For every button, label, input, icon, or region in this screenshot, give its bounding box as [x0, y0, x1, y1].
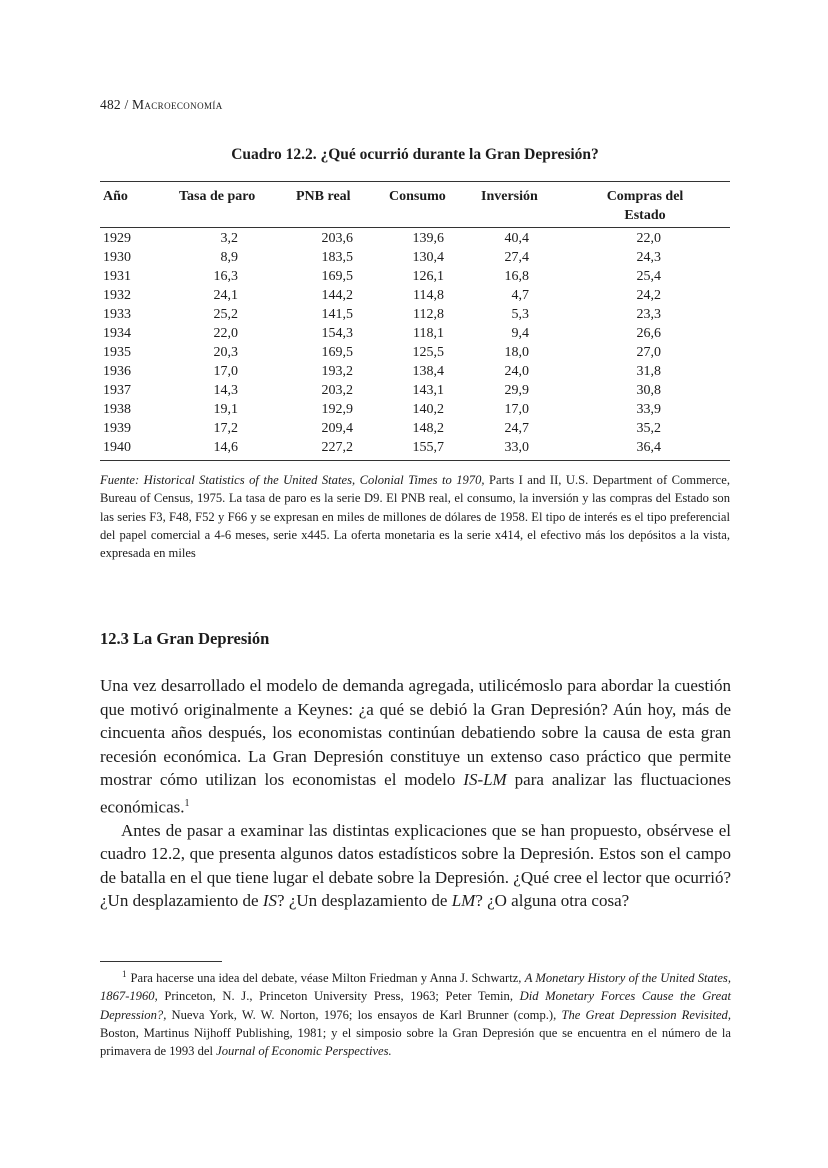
cell-gnp: 192,9: [321, 402, 353, 417]
cell-unemployment: 24,1: [213, 288, 238, 303]
source-text: Parts I and II, U.S. Department of Commerce, Bureau of Census, 1975. La tasa de paro es la serie D9. El PNB real, el consumo, la inversión y las compras del Estado son las series F3, F48, F52 y F66 y se expresan en miles de millones de dólares de 1958. El tipo de interés es el tipo preferencial del papel comercial a 4-6 meses, serie x445. La oferta monetaria es la serie x414, el efectivo más los depósitos a la vista, expresada en miles: [100, 473, 730, 561]
body-text: [100, 674, 731, 913]
cell-government: 24,2: [636, 288, 661, 303]
book-title: Macroeconomía: [131, 97, 223, 112]
footnote-title-2: Did Monetary Forces Cause the Great Depression?,: [100, 989, 731, 1022]
header-unemployment: Tasa de paro: [179, 189, 256, 204]
cell-investment: 5,3: [511, 307, 529, 322]
cell-government: 33,9: [636, 402, 661, 417]
cell-gnp: 193,2: [321, 364, 353, 379]
source-label: Fuente: Historical Statistics of the United States, Colonial Times to 1970,: [100, 473, 485, 487]
paragraph-2: [100, 819, 731, 913]
paragraph-1-text: Una vez desarrollado el modelo de demanda agregada, utilicémoslo para abordar la cuestión que motivó originalmente a Keynes: ¿a qué se debió la Gran Depresión? Aún hoy, más de cincuenta años después, los economistas continúan debatiendo sobre la causa de esta gran recesión económica. La Gran Depresión constituye un extenso caso práctico que permite mostrar cómo utilizan los economistas el modelo: [100, 676, 731, 789]
cell-unemployment: 16,3: [213, 269, 238, 284]
cell-gnp: 183,5: [321, 250, 353, 265]
header-gnp: PNB real: [296, 189, 351, 204]
cell-consumption: 112,8: [413, 307, 444, 322]
table-row: [0, 229, 828, 248]
footnote-text: Princeton, N. J., Princeton University Press, 1963; Peter Temin,: [157, 989, 520, 1004]
table-bottom-rule: [100, 460, 730, 461]
cell-investment: 27,4: [504, 250, 529, 265]
header-consumption: Consumo: [389, 189, 446, 204]
header-year: Año: [103, 189, 128, 204]
header-government-line1: Compras del: [606, 189, 684, 204]
table-body: [0, 229, 828, 457]
cell-gnp: 203,2: [321, 383, 353, 398]
paragraph-1-text-end: para analizar las fluctuaciones económicas.: [100, 770, 731, 817]
cell-unemployment: 8,9: [220, 250, 238, 265]
table-row: [0, 267, 828, 286]
table-top-rule: [100, 181, 730, 182]
cell-consumption: 114,8: [413, 288, 444, 303]
footnote-reference: 1: [184, 797, 190, 809]
cell-investment: 17,0: [504, 402, 529, 417]
cell-government: 23,3: [636, 307, 661, 322]
cell-gnp: 203,6: [321, 231, 353, 246]
cell-year: 1933: [103, 307, 131, 322]
footnote: [100, 965, 731, 1061]
table-row: [0, 248, 828, 267]
page-number: 482: [100, 97, 121, 112]
cell-government: 25,4: [636, 269, 661, 284]
cell-consumption: 140,2: [412, 402, 444, 417]
table-row: [0, 419, 828, 438]
cell-investment: 4,7: [511, 288, 529, 303]
cell-year: 1935: [103, 345, 131, 360]
cell-consumption: 125,5: [412, 345, 444, 360]
footnote-number: 1: [122, 969, 127, 979]
cell-government: 26,6: [636, 326, 661, 341]
running-head-separator: /: [124, 97, 129, 112]
cell-year: 1930: [103, 250, 131, 265]
cell-year: 1932: [103, 288, 131, 303]
cell-consumption: 126,1: [412, 269, 444, 284]
cell-consumption: 138,4: [412, 364, 444, 379]
cell-gnp: 169,5: [321, 269, 353, 284]
cell-unemployment: 17,2: [213, 421, 238, 436]
cell-unemployment: 22,0: [213, 326, 238, 341]
cell-consumption: 143,1: [412, 383, 444, 398]
footnote-text: Para hacerse una idea del debate, véase Milton Friedman y Anna J. Schwartz,: [130, 971, 525, 986]
cell-year: 1938: [103, 402, 131, 417]
cell-year: 1937: [103, 383, 131, 398]
paragraph-2-text-mid: ? ¿Un desplazamiento de: [277, 891, 452, 911]
cell-unemployment: 3,2: [220, 231, 238, 246]
is-lm-term: IS-LM: [463, 770, 507, 789]
cell-investment: 33,0: [504, 440, 529, 455]
cell-government: 30,8: [636, 383, 661, 398]
cell-investment: 16,8: [504, 269, 529, 284]
table-source-note: [100, 471, 730, 562]
cell-gnp: 169,5: [321, 345, 353, 360]
cell-unemployment: 19,1: [213, 402, 238, 417]
header-government: [590, 187, 700, 225]
cell-consumption: 118,1: [413, 326, 444, 341]
header-government-line2: Estado: [624, 208, 666, 223]
paragraph-1: [100, 674, 731, 819]
cell-gnp: 144,2: [321, 288, 353, 303]
footnote-title-4: Journal of Economic Perspectives.: [216, 1044, 392, 1059]
is-term: IS: [262, 891, 278, 911]
table-row: [0, 381, 828, 400]
cell-year: 1939: [103, 421, 131, 436]
section-title: 12.3 La Gran Depresión: [100, 629, 270, 648]
paragraph-2-text-end: ? ¿O alguna otra cosa?: [475, 891, 630, 911]
cell-investment: 29,9: [504, 383, 529, 398]
header-investment: Inversión: [481, 189, 538, 204]
table-row: [0, 400, 828, 419]
running-head: [100, 97, 223, 113]
cell-gnp: 209,4: [321, 421, 353, 436]
cell-investment: 24,0: [504, 364, 529, 379]
footnote-title-1: A Monetary History of the United States, 1867-1960,: [100, 971, 731, 1004]
cell-consumption: 148,2: [412, 421, 444, 436]
cell-government: 31,8: [636, 364, 661, 379]
cell-consumption: 155,7: [412, 440, 444, 455]
cell-investment: 9,4: [511, 326, 529, 341]
cell-gnp: 154,3: [321, 326, 353, 341]
cell-year: 1940: [103, 440, 131, 455]
footnote-text: Boston, Martinus Nijhoff Publishing, 1981; y el simposio sobre la Gran Depresión que se encuentra en el número de la primavera de 1993 del: [100, 1026, 731, 1059]
lm-term: LM: [451, 891, 476, 911]
table-caption: Cuadro 12.2. ¿Qué ocurrió durante la Gran Depresión?: [231, 146, 599, 163]
cell-government: 36,4: [636, 440, 661, 455]
cell-year: 1936: [103, 364, 131, 379]
cell-unemployment: 14,6: [213, 440, 238, 455]
table-row: [0, 286, 828, 305]
cell-gnp: 227,2: [321, 440, 353, 455]
cell-unemployment: 17,0: [213, 364, 238, 379]
cell-year: 1934: [103, 326, 131, 341]
cell-year: 1929: [103, 231, 131, 246]
footnote-text: Nueva York, W. W. Norton, 1976; los ensayos de Karl Brunner (comp.),: [166, 1007, 562, 1022]
table-row: [0, 324, 828, 343]
table-row: [0, 305, 828, 324]
footnote-rule: [100, 961, 222, 962]
cell-consumption: 139,6: [412, 231, 444, 246]
cell-unemployment: 14,3: [213, 383, 238, 398]
cell-government: 22,0: [636, 231, 661, 246]
cell-consumption: 130,4: [412, 250, 444, 265]
table-row: [0, 438, 828, 457]
cell-investment: 24,7: [504, 421, 529, 436]
table-row: [0, 343, 828, 362]
cell-investment: 18,0: [504, 345, 529, 360]
cell-unemployment: 25,2: [213, 307, 238, 322]
table-header-rule: [100, 227, 730, 228]
cell-year: 1931: [103, 269, 131, 284]
table-row: [0, 362, 828, 381]
cell-unemployment: 20,3: [213, 345, 238, 360]
cell-government: 27,0: [636, 345, 661, 360]
footnote-title-3: The Great Depression Revisited,: [561, 1007, 731, 1022]
paragraph-2-text: Antes de pasar a examinar las distintas explicaciones que se han propuesto, obsérvese el cuadro 12.2, que presenta algunos datos estadísticos sobre la Depresión. Estos son el campo de batalla en el que tiene lugar el debate sobre la Depresión. ¿Qué cree el lector que ocurrió? ¿Un desplazamiento de: [100, 820, 731, 911]
cell-government: 35,2: [636, 421, 661, 436]
cell-investment: 40,4: [504, 231, 529, 246]
cell-gnp: 141,5: [321, 307, 353, 322]
cell-government: 24,3: [636, 250, 661, 265]
